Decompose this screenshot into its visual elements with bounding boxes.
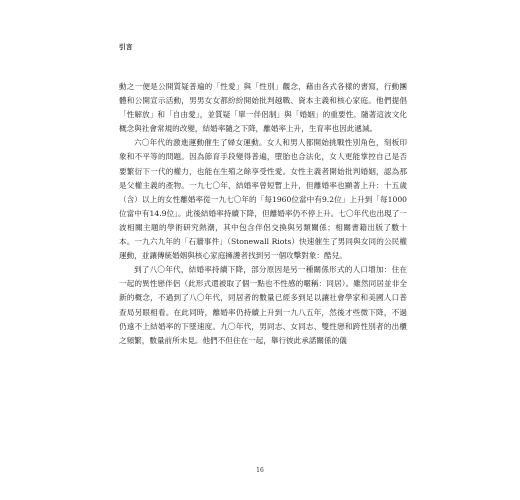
- page-number: 16: [256, 467, 264, 474]
- paragraph: 六〇年代的激進運動催生了婦女運動。女人和男人都開始挑戰性別角色，刻板印象和不平等的問題。因為節育手段變得普遍，墮胎也合法化，女人更能掌控自己是否要繁衍下一代的權力，也能在生殖之餘享受性愛。女性主義者開始批判婚姻，認為那是父權主義的產物。一九七〇年，結婚率曾短暫上升，但離婚率也顯著上升：十五歲（含）以上的女性離婚率從一九七〇年的「每1960位當中有9.2位」上升到「每1000位當中有14.9位」。此後結婚率持續下降，但離婚率仍不停上升。七〇年代也出現了一波相關主題的學術研究熱潮，其中包含伴侶交換與另類關係；相關書籍出版了數十本。一九六九年的「石牆事件」（Stonewall Riots）快速催生了男同與女同的公民權運動，並讓傳統婚姻與核心家庭擁護者找到另一個攻擊對象：酷兒。: [119, 138, 407, 261]
- paragraph-continued: 動之一便是公開質疑普遍的「性愛」與「性別」觀念，藉由各式各樣的書寫，行動團體和公開宣示活動，男男女女都紛紛開始批判越戰、資本主義和核心家庭。他們提倡「性解放」和「自由愛」，並質疑「單一伴侶制」與「婚姻」的重要性。隨著這波文化概念與社會常規的改變，結婚率隨之下降，離婚率上升，生育率也因此遞減。: [119, 82, 407, 134]
- paragraph: 到了八〇年代，結婚率持續下降，部分原因是另一種關係形式的人口增加：住在一起的異性戀伴侶（此形式還被取了個一點也不性感的暱稱：同居）。雖然同居並非全新的概念，不過到了八〇年代，同居者的數量已經多到足以讓社會學家和美國人口普查局另眼相看。在此同時，離婚率仍持續上升到一九八五年，然後才些微下降，不過仍遠不上結婚率的下墜速度。九〇年代，男同志、女同志、雙性戀和跨性別者的出櫃之頻繁，數量前所未見。他們不但住在一起，舉行彼此承諾關係的儀: [119, 265, 407, 345]
- body-text: [119, 80, 407, 348]
- running-header: 引言: [119, 43, 133, 51]
